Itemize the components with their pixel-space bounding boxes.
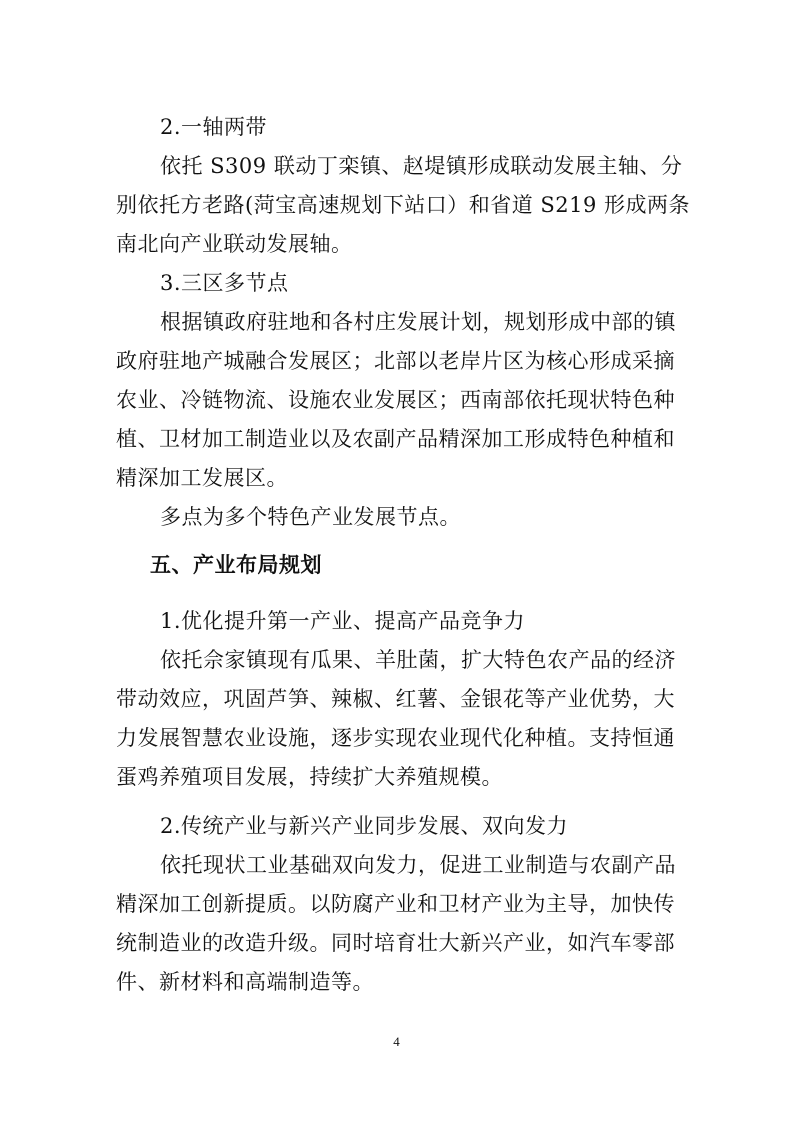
paragraph-line: 蛋鸡养殖项目发展，持续扩大养殖规模。 [116, 765, 503, 789]
paragraph-line: 带动效应，巩固芦笋、辣椒、红薯、金银花等产业优势，大 [116, 687, 675, 711]
paragraph-line: 植、卫材加工制造业以及农副产品精深加工形成特色种植和 [116, 427, 675, 451]
paragraph-line: 南北向产业联动发展轴。 [116, 232, 353, 256]
section-heading: 五、产业布局规划 [150, 553, 322, 577]
subsection-title: 2.传统产业与新兴产业同步发展、双向发力 [160, 814, 569, 838]
paragraph-line: 多点为多个特色产业发展节点。 [160, 505, 461, 529]
subsection-title: 2.一轴两带 [160, 115, 268, 139]
page-number: 4 [393, 1034, 400, 1049]
paragraph-line: 别依托方老路(菏宝高速规划下站口）和省道 S219 形成两条 [116, 193, 691, 217]
paragraph-line: 政府驻地产城融合发展区；北部以老岸片区为核心形成采摘 [116, 349, 675, 373]
paragraph-line: 农业、冷链物流、设施农业发展区；西南部依托现状特色种 [116, 388, 675, 412]
paragraph-line: 依托现状工业基础双向发力，促进工业制造与农副产品 [160, 853, 676, 877]
paragraph-line: 件、新材料和高端制造等。 [116, 970, 374, 994]
paragraph-line: 精深加工发展区。 [116, 466, 288, 490]
paragraph-line: 依托 S309 联动丁栾镇、赵堤镇形成联动发展主轴、分 [160, 154, 683, 178]
paragraph-line: 依托佘家镇现有瓜果、羊肚菌，扩大特色农产品的经济 [160, 648, 676, 672]
paragraph-line: 精深加工创新提质。以防腐产业和卫材产业为主导，加快传 [116, 892, 675, 916]
paragraph-line: 统制造业的改造升级。同时培育壮大新兴产业，如汽车零部 [116, 931, 675, 955]
paragraph-line: 力发展智慧农业设施，逐步实现农业现代化种植。支持恒通 [116, 726, 675, 750]
subsection-title: 1.优化提升第一产业、提高产品竞争力 [160, 609, 526, 633]
subsection-title: 3.三区多节点 [160, 271, 289, 295]
paragraph-line: 根据镇政府驻地和各村庄发展计划，规划形成中部的镇 [160, 310, 676, 334]
